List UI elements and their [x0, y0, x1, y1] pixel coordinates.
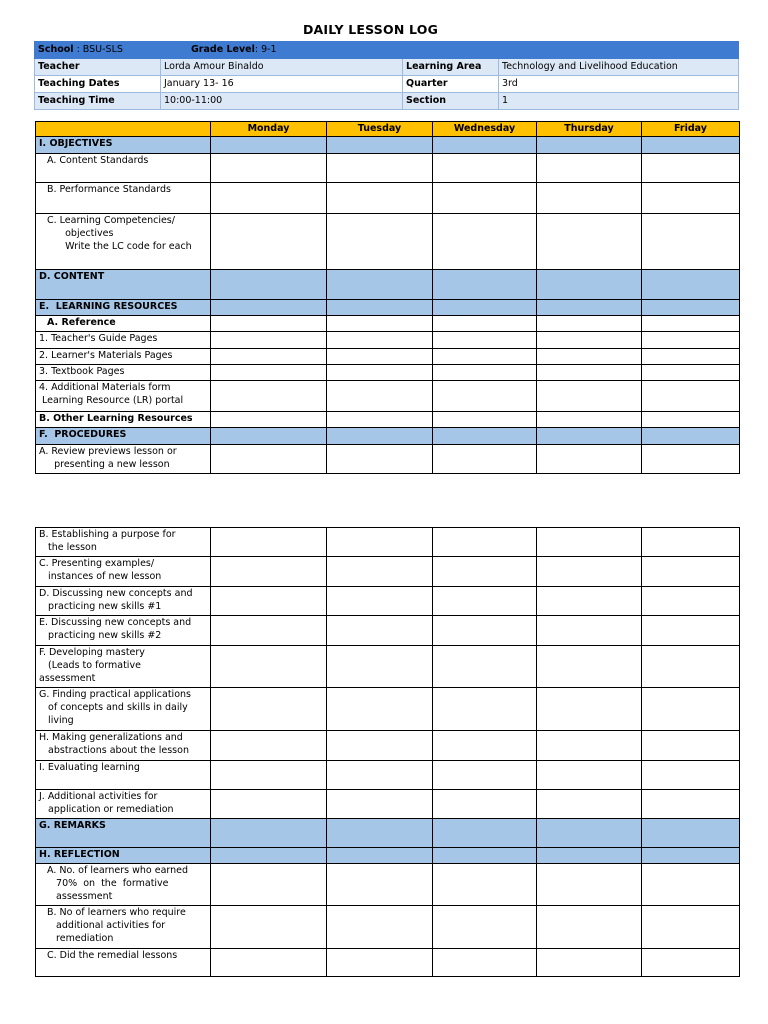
entry-cell-thursday[interactable]	[537, 412, 642, 428]
entry-cell-thursday[interactable]	[537, 349, 642, 365]
entry-cell-monday[interactable]	[211, 557, 327, 587]
row-label	[36, 349, 211, 365]
entry-cell-wednesday[interactable]	[433, 790, 537, 819]
row-label-line: I. Evaluating learning	[39, 762, 140, 773]
entry-cell-tuesday[interactable]	[327, 616, 433, 646]
row-label-line: A. Content Standards	[47, 155, 149, 166]
row-label-line: living	[39, 715, 74, 726]
entry-cell-monday[interactable]	[211, 906, 327, 949]
row-label-line: A. No. of learners who earned	[47, 865, 189, 876]
entry-cell-wednesday[interactable]	[433, 428, 537, 445]
row-label-line: application or remediation	[39, 804, 174, 815]
section-row	[36, 428, 740, 445]
header-blank-cell	[403, 42, 739, 59]
entry-cell-thursday[interactable]	[537, 949, 642, 977]
entry-cell-tuesday[interactable]	[327, 214, 433, 270]
entry-cell-monday[interactable]	[211, 587, 327, 616]
teacher-label: Teacher	[38, 61, 80, 72]
row-label	[36, 557, 211, 587]
day-header-tuesday: Tuesday	[327, 122, 433, 137]
section-row	[36, 300, 740, 316]
table-row	[36, 183, 740, 214]
table-row	[36, 349, 740, 365]
row-label	[36, 214, 211, 270]
entry-cell-tuesday[interactable]	[327, 949, 433, 977]
entry-cell-wednesday[interactable]	[433, 137, 537, 154]
row-label-line: objectives	[47, 228, 114, 239]
row-label-line: practicing new skills #2	[39, 630, 162, 641]
table-row	[36, 412, 740, 428]
row-label	[36, 137, 211, 154]
row-label-line: 1. Teacher's Guide Pages	[39, 333, 158, 344]
entry-cell-thursday[interactable]	[537, 528, 642, 557]
quarter-value: 3rd	[499, 76, 739, 93]
entry-cell-wednesday[interactable]	[433, 316, 537, 332]
row-label-line: 70% on the formative	[47, 878, 169, 889]
row-label-line: practicing new skills #1	[39, 601, 162, 612]
entry-cell-friday[interactable]	[642, 412, 740, 428]
entry-cell-tuesday[interactable]	[327, 365, 433, 381]
row-label	[36, 906, 211, 949]
entry-cell-friday[interactable]	[642, 270, 740, 300]
row-label-line: I. OBJECTIVES	[39, 138, 113, 149]
table-row	[36, 528, 740, 557]
entry-cell-monday[interactable]	[211, 428, 327, 445]
lesson-log-table-page-2	[35, 527, 740, 977]
row-label-line: Learning Resource (LR) portal	[39, 395, 184, 406]
row-label-line: C. Learning Competencies/	[47, 215, 175, 226]
row-label	[36, 587, 211, 616]
quarter-label: Quarter	[406, 78, 448, 89]
entry-cell-wednesday[interactable]	[433, 183, 537, 214]
row-label-line: the lesson	[39, 542, 97, 553]
teaching-time-value: 10:00-11:00	[161, 93, 403, 110]
row-label-line: E. Discussing new concepts and	[39, 617, 192, 628]
table-row	[36, 906, 740, 949]
grade-level-label: Grade Level	[191, 44, 255, 55]
entry-cell-thursday[interactable]	[537, 906, 642, 949]
row-label	[36, 154, 211, 183]
entry-cell-thursday[interactable]	[537, 587, 642, 616]
entry-cell-wednesday[interactable]	[433, 949, 537, 977]
row-label	[36, 270, 211, 300]
school-grade-cell	[35, 42, 403, 59]
entry-cell-monday[interactable]	[211, 332, 327, 349]
teaching-dates-label: Teaching Dates	[38, 78, 120, 89]
entry-cell-thursday[interactable]	[537, 365, 642, 381]
teacher-value: Lorda Amour Binaldo	[161, 59, 403, 76]
entry-cell-wednesday[interactable]	[433, 616, 537, 646]
row-label-line: H. REFLECTION	[39, 849, 120, 860]
row-label-line: presenting a new lesson	[39, 459, 170, 470]
entry-cell-tuesday[interactable]	[327, 864, 433, 906]
entry-cell-monday[interactable]	[211, 646, 327, 688]
row-label	[36, 761, 211, 790]
day-header-friday: Friday	[642, 122, 740, 137]
entry-cell-tuesday[interactable]	[327, 731, 433, 761]
entry-cell-wednesday[interactable]	[433, 761, 537, 790]
entry-cell-thursday[interactable]	[537, 790, 642, 819]
entry-cell-thursday[interactable]	[537, 761, 642, 790]
teaching-time-label: Teaching Time	[38, 95, 115, 106]
row-label	[36, 316, 211, 332]
row-label	[36, 864, 211, 906]
entry-cell-monday[interactable]	[211, 300, 327, 316]
learning-area-label: Learning Area	[406, 61, 482, 72]
entry-cell-friday[interactable]	[642, 688, 740, 731]
entry-cell-thursday[interactable]	[537, 300, 642, 316]
entry-cell-tuesday[interactable]	[327, 819, 433, 848]
entry-cell-wednesday[interactable]	[433, 848, 537, 864]
entry-cell-wednesday[interactable]	[433, 300, 537, 316]
row-label-line: B. Establishing a purpose for	[39, 529, 176, 540]
entry-cell-monday[interactable]	[211, 528, 327, 557]
entry-cell-friday[interactable]	[642, 528, 740, 557]
table-row	[36, 445, 740, 474]
document-title: DAILY LESSON LOG	[302, 22, 439, 37]
entry-cell-wednesday[interactable]	[433, 557, 537, 587]
row-label	[36, 848, 211, 864]
row-label-line: G. Finding practical applications	[39, 689, 191, 700]
table-row	[36, 365, 740, 381]
entry-cell-monday[interactable]	[211, 848, 327, 864]
section-row	[36, 819, 740, 848]
day-header-row	[36, 122, 740, 137]
entry-cell-friday[interactable]	[642, 587, 740, 616]
entry-cell-tuesday[interactable]	[327, 761, 433, 790]
entry-cell-monday[interactable]	[211, 349, 327, 365]
entry-cell-friday[interactable]	[642, 761, 740, 790]
entry-cell-friday[interactable]	[642, 428, 740, 445]
table-row	[36, 154, 740, 183]
entry-cell-friday[interactable]	[642, 349, 740, 365]
lesson-log-table-page-1	[35, 121, 740, 474]
entry-cell-monday[interactable]	[211, 616, 327, 646]
entry-cell-tuesday[interactable]	[327, 183, 433, 214]
row-label-line: A. Reference	[47, 317, 116, 328]
row-label-line: 4. Additional Materials form	[39, 382, 171, 393]
learning-area-value: Technology and Livelihood Education	[499, 59, 739, 76]
entry-cell-wednesday[interactable]	[433, 688, 537, 731]
entry-cell-friday[interactable]	[642, 819, 740, 848]
entry-cell-friday[interactable]	[642, 365, 740, 381]
row-label-line: E. LEARNING RESOURCES	[39, 301, 178, 312]
row-label-line: H. Making generalizations and	[39, 732, 183, 743]
row-label	[36, 183, 211, 214]
table-row	[36, 790, 740, 819]
entry-cell-wednesday[interactable]	[433, 349, 537, 365]
entry-cell-thursday[interactable]	[537, 316, 642, 332]
entry-cell-tuesday[interactable]	[327, 270, 433, 300]
entry-cell-friday[interactable]	[642, 137, 740, 154]
row-label-line: A. Review previews lesson or	[39, 446, 177, 457]
entry-cell-monday[interactable]	[211, 214, 327, 270]
entry-cell-wednesday[interactable]	[433, 587, 537, 616]
entry-cell-monday[interactable]	[211, 183, 327, 214]
entry-cell-thursday[interactable]	[537, 381, 642, 412]
header-info-table	[34, 41, 739, 110]
entry-cell-wednesday[interactable]	[433, 906, 537, 949]
row-label	[36, 412, 211, 428]
row-label-line: J. Additional activities for	[39, 791, 158, 802]
entry-cell-monday[interactable]	[211, 864, 327, 906]
table-row	[36, 731, 740, 761]
entry-cell-tuesday[interactable]	[327, 300, 433, 316]
entry-cell-tuesday[interactable]	[327, 381, 433, 412]
day-header-wednesday: Wednesday	[433, 122, 537, 137]
entry-cell-wednesday[interactable]	[433, 332, 537, 349]
entry-cell-wednesday[interactable]	[433, 731, 537, 761]
day-header-monday: Monday	[211, 122, 327, 137]
row-label-line: G. REMARKS	[39, 820, 106, 831]
table-row	[36, 316, 740, 332]
table-row	[36, 381, 740, 412]
entry-cell-friday[interactable]	[642, 214, 740, 270]
entry-cell-wednesday[interactable]	[433, 528, 537, 557]
row-label	[36, 428, 211, 445]
entry-cell-monday[interactable]	[211, 316, 327, 332]
entry-cell-wednesday[interactable]	[433, 864, 537, 906]
row-label-line: assessment	[47, 891, 113, 902]
entry-cell-monday[interactable]	[211, 365, 327, 381]
row-label-line: of concepts and skills in daily	[39, 702, 188, 713]
entry-cell-thursday[interactable]	[537, 688, 642, 731]
entry-cell-monday[interactable]	[211, 270, 327, 300]
entry-cell-friday[interactable]	[642, 949, 740, 977]
section-row	[36, 848, 740, 864]
entry-cell-monday[interactable]	[211, 137, 327, 154]
entry-cell-friday[interactable]	[642, 557, 740, 587]
row-label	[36, 445, 211, 474]
row-label-line: 2. Learner's Materials Pages	[39, 350, 173, 361]
entry-cell-friday[interactable]	[642, 864, 740, 906]
entry-cell-tuesday[interactable]	[327, 412, 433, 428]
row-label	[36, 300, 211, 316]
row-label	[36, 332, 211, 349]
entry-cell-monday[interactable]	[211, 445, 327, 474]
row-label	[36, 790, 211, 819]
entry-cell-thursday[interactable]	[537, 183, 642, 214]
entry-cell-wednesday[interactable]	[433, 445, 537, 474]
entry-cell-friday[interactable]	[642, 646, 740, 688]
row-label	[36, 365, 211, 381]
entry-cell-wednesday[interactable]	[433, 381, 537, 412]
entry-cell-tuesday[interactable]	[327, 688, 433, 731]
entry-cell-friday[interactable]	[642, 616, 740, 646]
table-row	[36, 616, 740, 646]
entry-cell-wednesday[interactable]	[433, 154, 537, 183]
entry-cell-thursday[interactable]	[537, 557, 642, 587]
table-row	[36, 761, 740, 790]
row-label-line: Write the LC code for each	[47, 241, 192, 252]
entry-cell-wednesday[interactable]	[433, 365, 537, 381]
entry-cell-friday[interactable]	[642, 906, 740, 949]
entry-cell-tuesday[interactable]	[327, 349, 433, 365]
entry-cell-wednesday[interactable]	[433, 646, 537, 688]
row-label-line: B. No of learners who require	[47, 907, 186, 918]
entry-cell-thursday[interactable]	[537, 214, 642, 270]
table-row	[36, 646, 740, 688]
entry-cell-tuesday[interactable]	[327, 848, 433, 864]
entry-cell-tuesday[interactable]	[327, 445, 433, 474]
grade-level-value: : 9-1	[254, 44, 277, 55]
row-label-line: (Leads to formative	[39, 660, 141, 671]
entry-cell-monday[interactable]	[211, 761, 327, 790]
entry-cell-monday[interactable]	[211, 381, 327, 412]
row-label	[36, 949, 211, 977]
section-row	[36, 270, 740, 300]
entry-cell-thursday[interactable]	[537, 616, 642, 646]
entry-cell-thursday[interactable]	[537, 154, 642, 183]
entry-cell-friday[interactable]	[642, 316, 740, 332]
row-label-line: B. Performance Standards	[47, 184, 171, 195]
row-label	[36, 819, 211, 848]
entry-cell-tuesday[interactable]	[327, 557, 433, 587]
section-label: Section	[406, 95, 447, 106]
row-label	[36, 731, 211, 761]
table-row	[36, 587, 740, 616]
row-label	[36, 381, 211, 412]
entry-cell-thursday[interactable]	[537, 819, 642, 848]
entry-cell-thursday[interactable]	[537, 848, 642, 864]
entry-cell-tuesday[interactable]	[327, 428, 433, 445]
table-row	[36, 214, 740, 270]
entry-cell-friday[interactable]	[642, 381, 740, 412]
row-label-line: D. CONTENT	[39, 271, 105, 282]
entry-cell-tuesday[interactable]	[327, 790, 433, 819]
entry-cell-monday[interactable]	[211, 790, 327, 819]
row-label-line: additional activities for	[47, 920, 166, 931]
entry-cell-tuesday[interactable]	[327, 316, 433, 332]
entry-cell-monday[interactable]	[211, 154, 327, 183]
entry-cell-monday[interactable]	[211, 949, 327, 977]
entry-cell-friday[interactable]	[642, 445, 740, 474]
entry-cell-wednesday[interactable]	[433, 412, 537, 428]
entry-cell-thursday[interactable]	[537, 731, 642, 761]
entry-cell-friday[interactable]	[642, 154, 740, 183]
teaching-dates-value: January 13- 16	[161, 76, 403, 93]
entry-cell-friday[interactable]	[642, 790, 740, 819]
table-row	[36, 949, 740, 977]
row-label-line: C. Did the remedial lessons	[47, 950, 178, 961]
row-label	[36, 646, 211, 688]
entry-cell-tuesday[interactable]	[327, 906, 433, 949]
school-label: School	[38, 44, 74, 55]
entry-cell-tuesday[interactable]	[327, 587, 433, 616]
entry-cell-thursday[interactable]	[537, 445, 642, 474]
entry-cell-wednesday[interactable]	[433, 214, 537, 270]
row-label-line: F. PROCEDURES	[39, 429, 127, 440]
row-label-line: F. Developing mastery	[39, 647, 145, 658]
entry-cell-thursday[interactable]	[537, 428, 642, 445]
entry-cell-monday[interactable]	[211, 731, 327, 761]
entry-cell-thursday[interactable]	[537, 332, 642, 349]
table-row	[36, 688, 740, 731]
entry-cell-tuesday[interactable]	[327, 528, 433, 557]
table-row	[36, 864, 740, 906]
entry-cell-thursday[interactable]	[537, 137, 642, 154]
school-value: : BSU-SLS	[76, 44, 123, 55]
entry-cell-tuesday[interactable]	[327, 137, 433, 154]
entry-cell-tuesday[interactable]	[327, 332, 433, 349]
row-label-line: remediation	[47, 933, 114, 944]
entry-cell-tuesday[interactable]	[327, 646, 433, 688]
row-label	[36, 528, 211, 557]
entry-cell-wednesday[interactable]	[433, 270, 537, 300]
entry-cell-friday[interactable]	[642, 731, 740, 761]
section-value: 1	[499, 93, 739, 110]
row-label-line: assessment	[39, 673, 96, 684]
row-label	[36, 616, 211, 646]
entry-cell-monday[interactable]	[211, 688, 327, 731]
entry-cell-friday[interactable]	[642, 332, 740, 349]
entry-cell-thursday[interactable]	[537, 864, 642, 906]
entry-cell-friday[interactable]	[642, 848, 740, 864]
row-label-line: 3. Textbook Pages	[39, 366, 125, 377]
entry-cell-wednesday[interactable]	[433, 819, 537, 848]
row-label-line: D. Discussing new concepts and	[39, 588, 193, 599]
row-label-line: C. Presenting examples/	[39, 558, 155, 569]
entry-cell-monday[interactable]	[211, 819, 327, 848]
entry-cell-monday[interactable]	[211, 412, 327, 428]
row-label-line: abstractions about the lesson	[39, 745, 189, 756]
entry-cell-tuesday[interactable]	[327, 154, 433, 183]
row-label-line: instances of new lesson	[39, 571, 162, 582]
entry-cell-friday[interactable]	[642, 183, 740, 214]
header-corner-cell	[36, 122, 211, 137]
entry-cell-friday[interactable]	[642, 300, 740, 316]
section-row	[36, 137, 740, 154]
entry-cell-thursday[interactable]	[537, 270, 642, 300]
table-row	[36, 332, 740, 349]
table-row	[36, 557, 740, 587]
row-label-line: B. Other Learning Resources	[39, 413, 193, 424]
day-header-thursday: Thursday	[537, 122, 642, 137]
entry-cell-thursday[interactable]	[537, 646, 642, 688]
row-label	[36, 688, 211, 731]
